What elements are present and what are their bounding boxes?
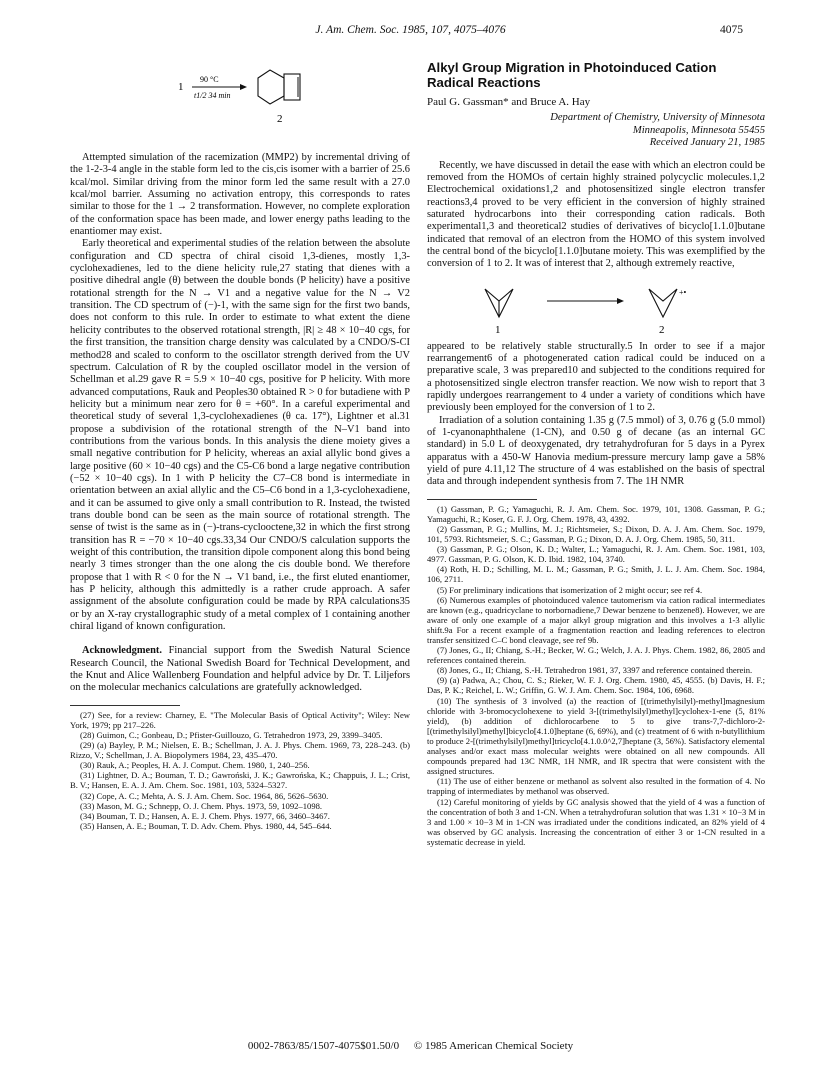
affiliation-line-2: Minneapolis, Minnesota 55455 <box>632 124 765 136</box>
footnote: (31) Lightner, D. A.; Bouman, T. D.; Gawroński, J. K.; Gawrońska, K.; Chappuis, J. L.; Crist, B. V.; Hansen, E. A. J. Am. Chem. Soc. 1981, 103, 5324–5327. <box>70 770 410 791</box>
acknowledgment-heading: Acknowledgment. <box>82 645 162 657</box>
copyright-notice: © 1985 American Chemical Society <box>413 1040 574 1052</box>
footnote: (5) For preliminary indications that isomerization of 2 might occur; see ref 4. <box>437 584 703 595</box>
product-label: 2 <box>277 113 283 125</box>
acknowledgment-body: Financial support from the Swedish Natural Science Research Council, the National Swedish Board for Technical Development, and the Knut and Alice Wallenberg Foundation and helpful advice by Dr. T. Liljefors on the molecular mechanics calculations are gratefully acknowledged. <box>70 645 410 694</box>
footnote: (10) The synthesis of 3 involved (a) the reaction of [(trimethylsilyl)-methyl]magnesium chloride with 3-bromocyclohexene to yield 3-[(trimethylsilyl)methyl]cyclohex-1-ene (5, 81% yield), (b) addition of dichlorocarbene to 5 to give trans-7,7-dichloro-2-[(trimethylsilyl)methyl]bicyclo[4.1.0]heptane (6, 69%), and (c) treatment of 6 with n-butyllithium to produce 2-[(trimethylsilyl)methyl]tricyclo[4.1.0.0^2,7]heptane (3, 56%). Satisfactory elemental analyses and/or exact mass molecular weights were obtained on all new compounds. All compounds prepared had 13C NMR, 1H NMR, and IR spectra that were consistent with the assigned structures. <box>427 695 765 777</box>
footnote: (27) See, for a review: Charney, E. "The Molecular Basis of Optical Activity"; Wiley: New York, 1979; pp 217–226. <box>70 709 410 730</box>
footnote: (2) Gassman, P. G.; Mullins, M. J.; Richtsmeier, S.; Dixon, D. A. J. Am. Chem. Soc. 1979, 101, 5793. Richtsmeier, S. C.; Gassman, P. G.; Dixon, D. A. J. Org. Chem. 1985, 50, 311. <box>427 523 765 545</box>
footnote: (28) Guimon, C.; Gonbeau, D.; Pfister-Guillouzo, G. Tetrahedron 1973, 29, 3399–3405. <box>80 729 383 740</box>
article-code: 0002-7863/85/1507-4075$01.50/0 <box>247 1040 400 1052</box>
footnote: (35) Hansen, A. E.; Bouman, T. D. Adv. Chem. Phys. 1980, 44, 545–644. <box>80 820 332 831</box>
left-column <box>70 60 410 831</box>
footnote: (12) Careful monitoring of yields by GC analysis showed that the yield of 4 was a function of the concentration of both 3 and 1-CN. When a tetrahydrofuran solution that was 1.31 × 10−3 M in 3 and 1.00 × 10−3 M in 1-CN was irradiated under the conditions indicated, an 82% yield of 4 was observed by GC analysis. Increasing the concentration of either 3 or 1-CN resulted in a systematic decrease in yield. <box>427 796 765 847</box>
right-column <box>427 60 765 847</box>
footnote: (29) (a) Bayley, P. M.; Nielsen, E. B.; Schellman, J. A. J. Phys. Chem. 1969, 73, 228–243. (b) Rizzo, V.; Schellman, J. A. Biopolymers 1984, 23, 435–470. <box>70 740 410 761</box>
conversion-arrow-head <box>617 298 624 304</box>
footnote: (30) Rauk, A.; Peoples, H. A. J. Comput. Chem. 1980, 1, 240–256. <box>80 760 310 771</box>
right-footnotes <box>427 504 765 847</box>
footnote-rule-left <box>70 705 180 706</box>
running-header <box>0 24 821 40</box>
article-title: Alkyl Group Migration in Photoinduced Cation Radical Reactions <box>427 60 717 90</box>
reactant-label: 1 <box>178 81 184 93</box>
reaction-1-to-2-svg <box>70 60 410 146</box>
reaction-halflife: t1/2 34 min <box>194 91 231 100</box>
radical-charge-label: +• <box>679 287 687 297</box>
left-footnotes <box>70 710 410 831</box>
scheme-label-2: 2 <box>659 323 665 336</box>
left-paragraph-2: Early theoretical and experimental studies of the relation between the absolute configuration and CD spectra of chiral cisoid 1,3-dienes, mostly 1,3-cyclohexadienes, led to the diene helicity rule,27 stating that dienes with a positive dihedral angle (θ) between the double bonds (P helicity) have a positive rotational strength for the N → V1 and a negative value for the N → V2 transition. The CD spectrum of (−)-1, with the same sign for the first two bands, does not conform to this rule. In order to estimate to what extent the diene helicity contributes to the observed rotational strength, |R| ≥ 48 × 10−40 cgs, for the first transition, the transition charge density was calculated by a CNDO/S-CI method28 and scaled to conform to the oscillator strength derived from the UV spectrum. Calculation of R by the coupled oscillator model in the version of Schellman et al.29 gave R = 5.9 × 10−40 cgs, positive for P helicity. With more advanced computations, Rauk and Peoples30 obtained R > 0 for butadiene with P helicity but a minimum near zero for θ = +60°. In a careful experimental and theoretical study of several 1,3-cyclohexadienes (θ ca. 17°), Lightner et al.31 propose a subdivision of the rotational strength of the N–V1 band into contributions from the various bonds. In this analysis the diene moiety gives a small negative contribution for P helicity, whereas an axial allylic bond gives a large positive (60 × 10−40 cgs) and the C5-C6 bond a large negative contribution (−52 × 10−40 cgs). In 1 with P helicity the C7–C8 bond is intermediate in orientation between an axial allylic and the C5–C6 bond in a 1,3-cyclohexadiene, and it can be assumed to give only a small contribution to R. Instead, the twisted trans double bond can be seen as the main source of rotational strength. The sense of twist is the same as in (−)-trans-cyclooctene,32 in which the first strong transition has R = −70 × 10−40 cgs.33,34 Our CNDO/S calculation supports the weight of this contribution, the transition dipole component along this bond being nearly 3 times stronger than the one along the cis double bond. We therefore propose that 1 with R < 0 for the N → V1 band, i.e., the first eluted enantiomer, has P helicity, although this admittedly is a rather crude approach. A safer assignment of the absolute configuration could be made by RPA calculations35 or by an X-ray crystallographic study of a metal complex of 1 containing another chiral ligand of known configuration. <box>70 238 410 633</box>
acknowledgment <box>70 645 410 694</box>
top-reaction-scheme <box>70 60 410 152</box>
footnote: (3) Gassman, P. G.; Olson, K. D.; Walter, L.; Yamaguchi, R. J. Am. Chem. Soc. 1981, 103, 4977. Gassman, P. G. Olson, K. D. Ibid. 1982, 104, 3740. <box>427 544 765 565</box>
footnote: (8) Jones, G., II; Chiang, S.-H. Tetrahedron 1981, 37, 3397 and reference contained therein. <box>437 665 753 676</box>
affiliation-block <box>427 112 765 149</box>
footnote: (11) The use of either benzene or methanol as solvent also resulted in the formation of 4. No trapping of intermediates by methanol was observed. <box>427 776 765 797</box>
scheme-label-1: 1 <box>495 323 501 336</box>
footnote: (7) Jones, G., II; Chiang, S.-H.; Becker, W. G.; Welch, J. A. J. Phys. Chem. 1982, 86, 2805 and references contained therein. <box>427 645 765 666</box>
footnote: (32) Cope, A. C.; Mehta, A. S. J. Am. Chem. Soc. 1964, 86, 5626–5630. <box>80 790 329 801</box>
footnote: (6) Numerous examples of photoinduced valence tautomerism via cation radical intermediates are known (e.g., quadricyclane to norbornadiene,7 Dewar benzene to benzene8). However, we are aware of only one example of a major alkyl group migration and this involves a 1-3 allylic shift.9a For a recent example of a fragmentation reaction and leading references to electron transfer sensitized C–C bond cleavage, see ref 9b. <box>427 594 765 645</box>
received-date: Received January 21, 1985 <box>649 137 765 149</box>
journal-citation: J. Am. Chem. Soc. 1985, 107, 4075–4076 <box>315 24 506 36</box>
left-paragraph-1: Attempted simulation of the racemization (MMP2) by incremental driving of the 1-2-3-4 angle in the stable form led to the cis,cis isomer with a barrier of 25.6 kcal/mol. Similar driving from the minor form led the same result with a 27.0 kcal/mol barrier. Assuming no activation entropy, this corresponds to rates similar to those for the 1 → 2 transformation. However, no complete exploration of the conformation space has been made, and lower energy paths leading to the enantiomer may exist. <box>70 152 410 238</box>
footnote-rule-right <box>427 499 537 500</box>
footnote: (34) Bouman, T. D.; Hansen, A. E. J. Chem. Phys. 1977, 66, 3460–3467. <box>80 810 330 821</box>
cation-radical-structure <box>649 289 677 317</box>
footnote: (4) Roth, H. D.; Schilling, M. L. M.; Gassman, P. G.; Smith, J. L. J. Am. Chem. Soc. 1984, 106, 2711. <box>427 564 765 585</box>
footnote: (1) Gassman, P. G.; Yamaguchi, R. J. Am. Chem. Soc. 1979, 101, 1308. Gassman, P. G.; Yamaguchi, R.; Koser, G. F. J. Org. Chem. 1978, 43, 4392. <box>427 503 765 524</box>
right-paragraph-2: appeared to be relatively stable structurally.5 In order to see if a major rearrangement6 of a photogenerated cation radical could be induced on a preparative scale, 3 was prepared10 and subjected to the conditions required for a photosensitized single electron transfer reaction. We now wish to report that 3 rapidly undergoes rearrangement to 4 under a variety of conditions which have previously been employed for the conversion of 1 to 2. <box>427 340 765 414</box>
affiliation-line-1: Department of Chemistry, University of Minnesota <box>550 112 765 124</box>
page-number: 4075 <box>720 24 743 36</box>
article-authors: Paul G. Gassman* and Bruce A. Hay <box>427 96 591 108</box>
bicyclobutane-conversion-svg <box>427 271 765 341</box>
bicyclobutane-scheme <box>427 271 765 341</box>
cyclohexane-ring <box>258 70 284 104</box>
page-footer <box>0 1040 821 1052</box>
right-paragraph-3: Irradiation of a solution containing 1.35 g (7.5 mmol) of 3, 0.76 g (5.0 mmol) of 1-cyanonaphthalene (1-CN), and 0.50 g of decane (as an internal GC standard) in 5.0 L of deoxygenated, dry tetrahydrofuran for 5 days in a Pyrex apparatus with a 450-W Hanovia medium-pressure mercury lamp gave a 58% yield of pure 4.11,12 The structure of 4 was established on the basis of spectral data and through independent synthesis from 7. The 1H NMR <box>427 414 765 488</box>
reaction-arrow-head <box>240 84 247 90</box>
footnote: (33) Mason, M. G.; Schnepp, O. J. Chem. Phys. 1973, 59, 1092–1098. <box>80 800 323 811</box>
reaction-temp: 90 °C <box>200 75 219 84</box>
right-paragraph-1: Recently, we have discussed in detail the ease with which an electron could be removed from the HOMOs of certain highly strained polycyclic molecules.1,2 Electrochemical oxidations1,2 and photosensitized single electron transfer reactions3,4 proved to be very efficient in the conversion of highly strained saturated hydrocarbons into their corresponding cation radicals. Both experimental1,3 and theoretical2 studies of derivatives of bicyclo[1.1.0]butane indicated that removal of an electron from the HOMO of this system involved the central bond of the bicyclo[1.1.0]butane moiety. This was exemplified by the conversion of 1 to 2. It was of interest that 2, although extremely reactive, <box>427 159 765 270</box>
footnote: (9) (a) Padwa, A.; Chou, C. S.; Rieker, W. F. J. Org. Chem. 1980, 45, 4555. (b) Davis, H. F.; Das, P. K.; Reichel, L. W.; Griffin, G. W. J. Am. Chem. Soc. 1984, 106, 6968. <box>427 675 765 696</box>
